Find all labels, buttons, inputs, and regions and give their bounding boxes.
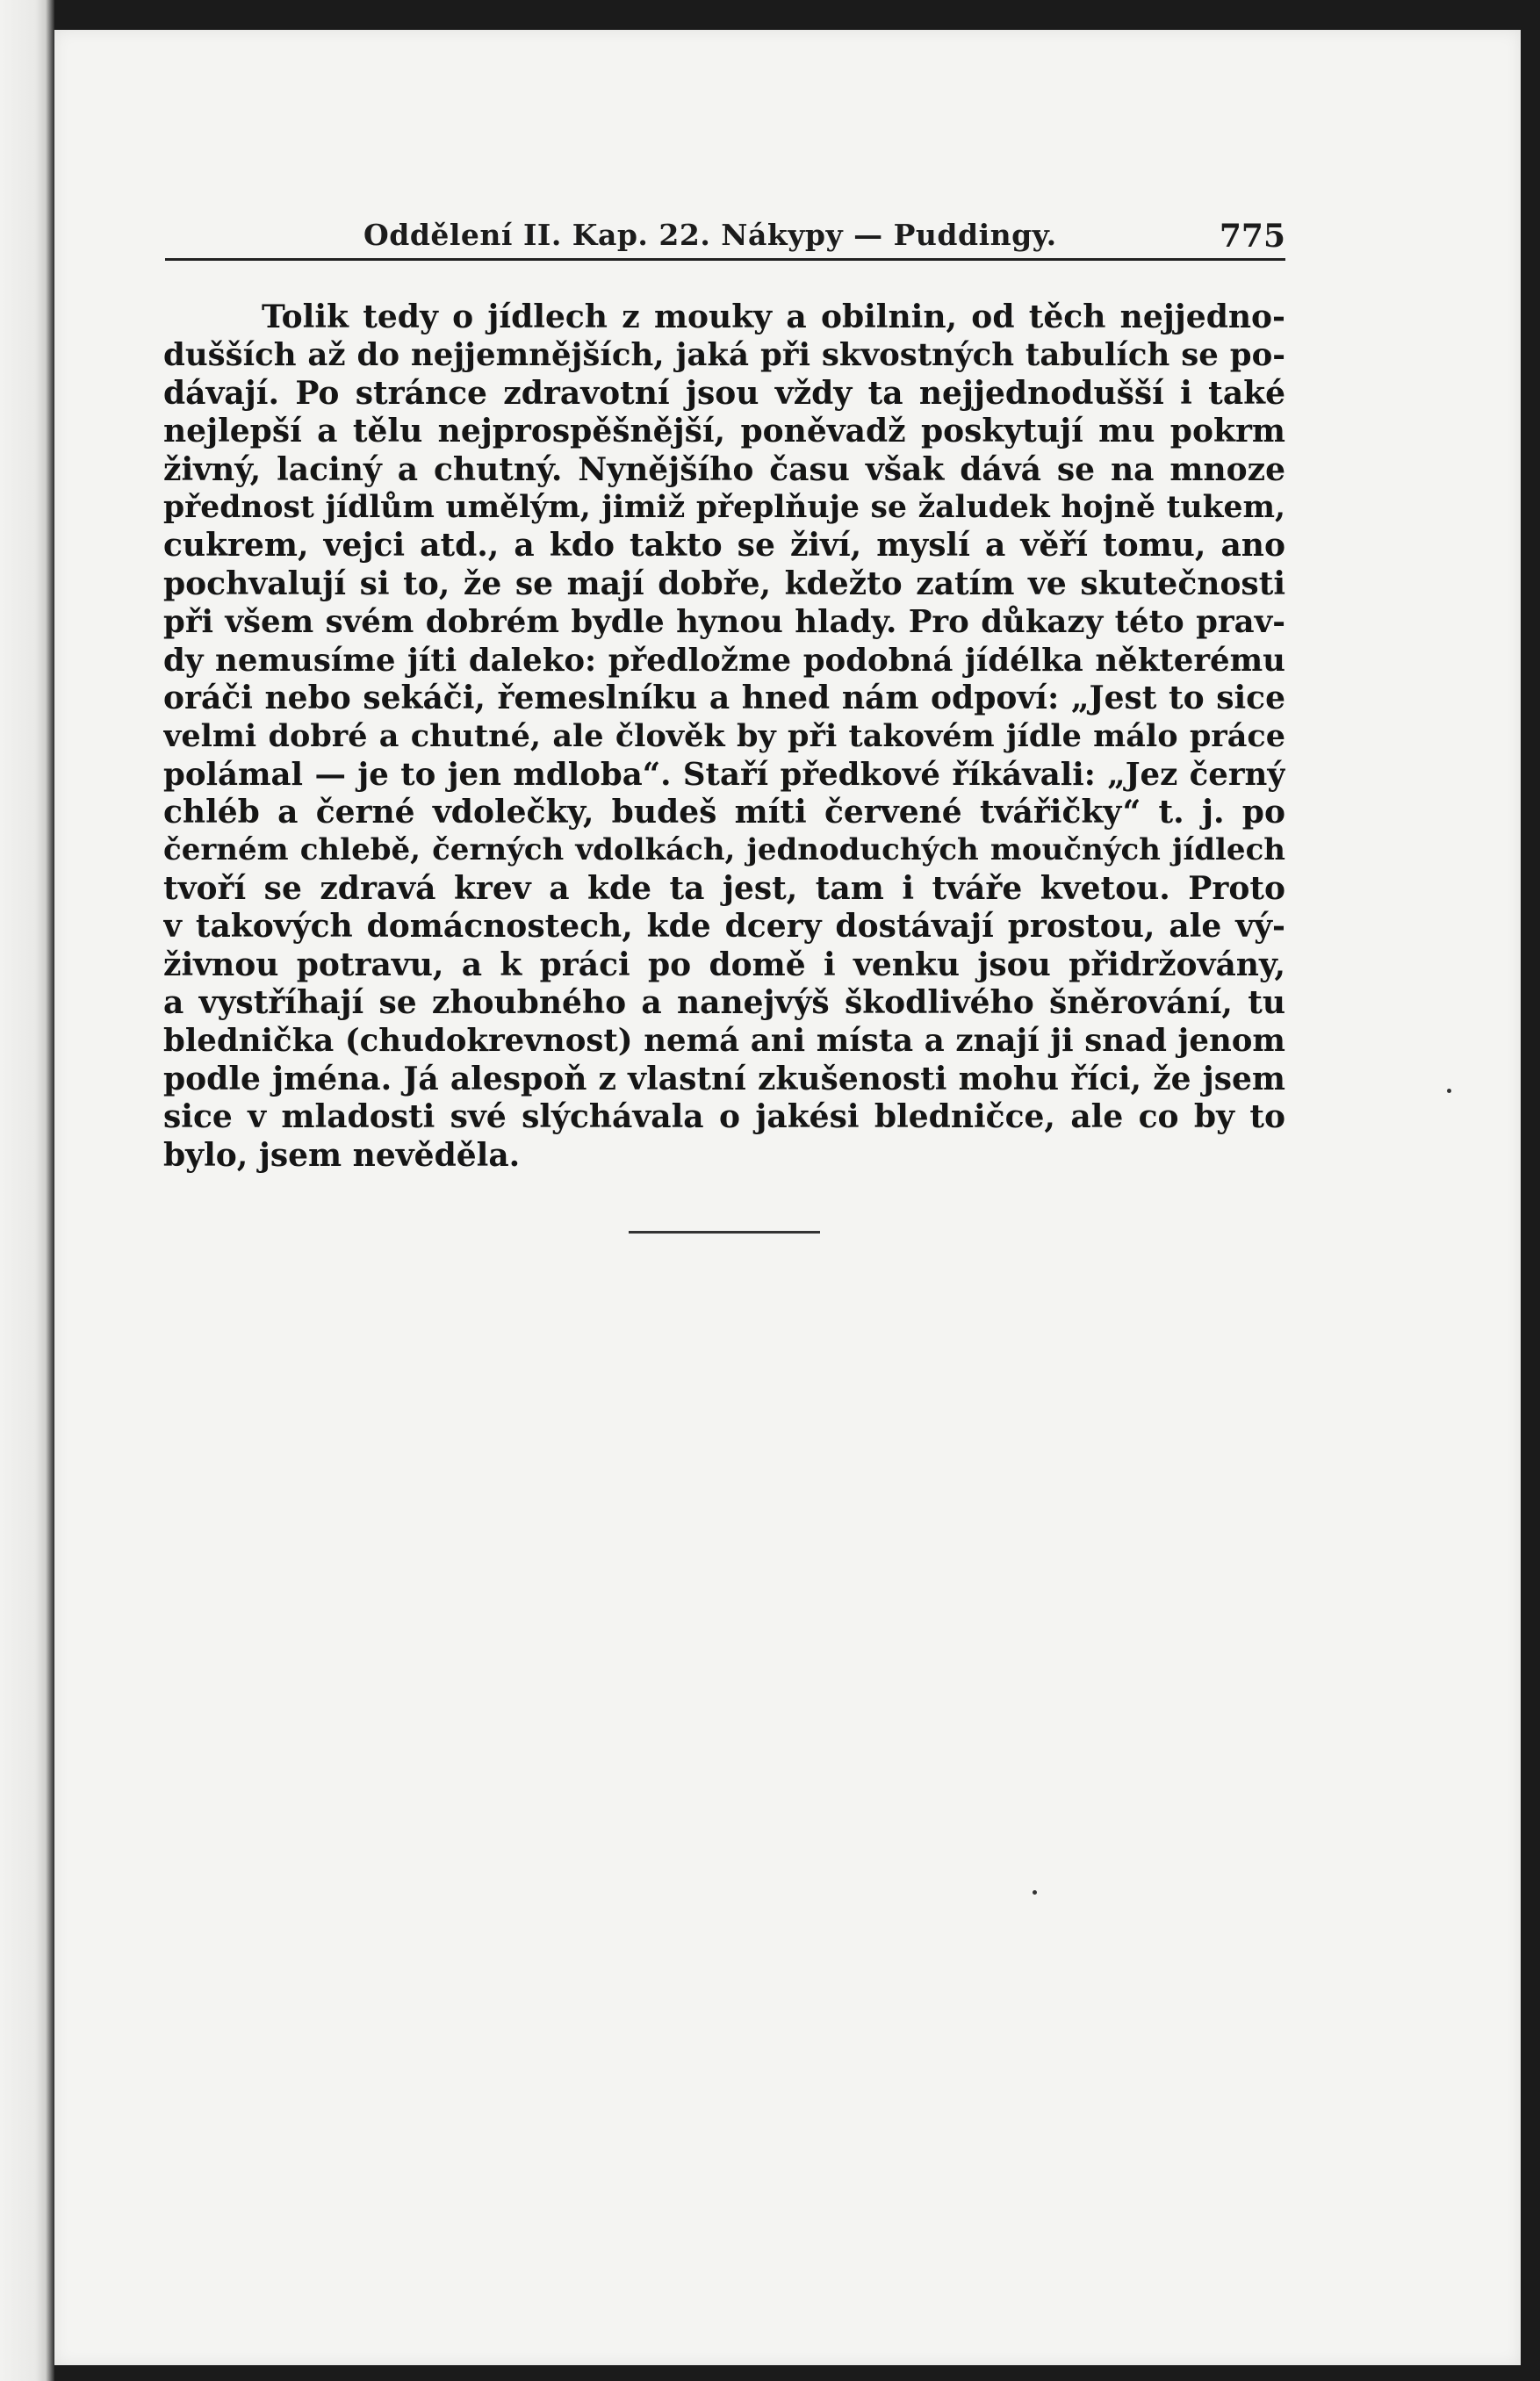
header-rule xyxy=(165,258,1285,261)
section-end-rule xyxy=(629,1231,820,1234)
text-line: dušších až do nejjemnějších, jaká při skvostných tabulích se po- xyxy=(163,337,1285,374)
text-line: sice v mladosti své slýchávala o jakési bledničce, ale co by to xyxy=(163,1098,1285,1136)
body-paragraph xyxy=(163,299,1285,1175)
text-line: chléb a černé vdolečky, budeš míti červené tvářičky“ t. j. po xyxy=(163,794,1285,831)
text-line: dy nemusíme jíti daleko: předložme podobná jídélka některému xyxy=(163,642,1285,679)
text-line: bylo, jsem nevěděla. xyxy=(163,1136,521,1174)
text-line: polámal — je to jen mdloba“. Staří předkové říkávali: „Jez černý xyxy=(163,756,1285,793)
text-line: Tolik tedy o jídlech z mouky a obilnin, od těch nejjedno- xyxy=(262,299,1285,335)
text-line: podle jména. Já alespoň z vlastní zkušenosti mohu říci, že jsem xyxy=(163,1060,1285,1097)
text-line: při všem svém dobrém bydle hynou hlady. Pro důkazy této prav- xyxy=(163,604,1285,641)
scan-speck xyxy=(1033,1890,1037,1895)
text-line: tvoří se zdravá krev a kde ta jest, tam i tváře kvetou. Proto xyxy=(163,869,1285,907)
text-line: černém chlebě, černých vdolkách, jednoduchých moučných jídlech xyxy=(163,832,1285,868)
text-line: cukrem, vejci atd., a kdo takto se živí, myslí a věří tomu, ano xyxy=(163,527,1285,565)
text-line: živnou potravu, a k práci po domě i venku jsou přidržovány, xyxy=(163,946,1285,983)
running-header-title: Oddělení II. Kap. 22. Nákypy — Puddingy. xyxy=(363,218,1057,252)
text-line: v takových domácnostech, kde dcery dostávají prostou, ale vý- xyxy=(163,908,1285,946)
page-number: 775 xyxy=(1219,218,1285,255)
text-line: nejlepší a tělu nejprospěšnější, poněvadž poskytují mu pokrm xyxy=(163,413,1285,450)
scan-speck xyxy=(1447,1089,1451,1093)
book-gutter-edge xyxy=(0,0,54,2381)
text-line: velmi dobré a chutné, ale člověk by při takovém jídle málo práce xyxy=(163,718,1285,755)
running-header xyxy=(311,212,1285,256)
text-line: blednička (chudokrevnost) nemá ani místa a znají ji snad jenom xyxy=(163,1023,1285,1060)
text-line: pochvalují si to, že se mají dobře, kdežto zatím ve skutečnosti xyxy=(163,565,1285,602)
text-line: živný, laciný a chutný. Nynějšího času však dává se na mnoze xyxy=(163,450,1285,488)
text-line: oráči nebo sekáči, řemeslníku a hned nám odpoví: „Jest to sice xyxy=(163,679,1285,716)
text-line: přednost jídlům umělým, jimiž přeplňuje se žaludek hojně tukem, xyxy=(163,489,1285,525)
text-line: a vystříhají se zhoubného a nanejvýš škodlivého šněrování, tu xyxy=(163,984,1285,1022)
text-line: dávají. Po stránce zdravotní jsou vždy ta nejjednodušší i také xyxy=(163,374,1285,412)
